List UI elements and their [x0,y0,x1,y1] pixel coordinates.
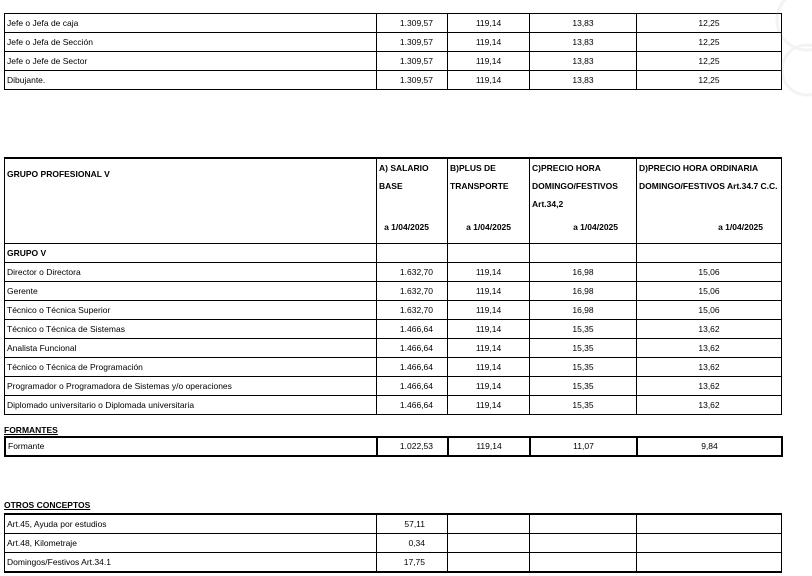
row-label: Formante [5,437,377,456]
row-label: Jefe o Jefe de Sector [5,52,377,71]
empty-cell [530,553,637,573]
row-label: Art.45, Ayuda por estudios [5,514,377,534]
row-label: Técnico o Técnica Superior [5,301,377,320]
table-row [5,301,782,320]
cell-a: 1.309,57 [377,14,448,33]
table-row [5,52,782,71]
row-label: Analista Funcional [5,339,377,358]
row-label: Programador o Programadora de Sistemas y/o operaciones [5,377,377,396]
cell-a: 1.022,53 [377,437,448,456]
cell-d: 15,06 [637,282,782,301]
row-label: Art.48, Kilometraje [5,534,377,553]
table-row [5,263,782,282]
cell-b: 119,14 [448,282,530,301]
header-plus-transporte: B)PLUS DE TRANSPORTE a 1/04/2025 [448,158,530,244]
cell-b: 119,14 [448,301,530,320]
cell-c: 13,83 [530,71,637,90]
cell-d: 13,62 [637,339,782,358]
cell-b: 119,14 [448,320,530,339]
cell-c: 15,35 [530,320,637,339]
empty-cell [448,553,530,573]
cell-d: 12,25 [637,71,782,90]
table-header-row [5,158,782,244]
cell-c: 15,35 [530,358,637,377]
cell-c: 16,98 [530,263,637,282]
header-salario-base: A) SALARIO BASE a 1/04/2025 [377,158,448,244]
cell-c: 13,83 [530,52,637,71]
formantes-heading: FORMANTES [4,425,58,435]
otros-conceptos-table [4,513,782,573]
cell-d: 12,25 [637,52,782,71]
empty-cell [637,553,782,573]
cell-c: 15,35 [530,396,637,415]
cell-a: 0,34 [377,534,448,553]
grupo-title: GRUPO PROFESIONAL V [5,158,377,244]
cell-b: 119,14 [448,358,530,377]
cell-d: 13,62 [637,396,782,415]
cell-d: 9,84 [637,437,782,456]
row-label: Dibujante. [5,71,377,90]
header-date: a 1/04/2025 [718,222,763,232]
grupo-profesional-v-table [4,157,782,415]
cell-b: 119,14 [448,33,530,52]
cell-a: 1.309,57 [377,52,448,71]
cell-b: 119,14 [448,263,530,282]
table-row [5,71,782,90]
cell-d: 15,06 [637,301,782,320]
empty-cell [448,514,530,534]
cell-b: 119,14 [448,14,530,33]
cell-b: 119,14 [448,339,530,358]
cell-d: 12,25 [637,33,782,52]
row-label: Técnico o Técnica de Sistemas [5,320,377,339]
group-label-row [5,244,782,263]
cell-b: 119,14 [448,396,530,415]
table-row [5,437,782,456]
empty-cell [637,534,782,553]
table-row [5,14,782,33]
cell-a: 1.309,57 [377,71,448,90]
cell-d: 15,06 [637,263,782,282]
salary-table-top [4,13,782,90]
row-label: Diplomado universitario o Diplomada universitaria [5,396,377,415]
table-row [5,514,782,534]
header-date: a 1/04/2025 [573,222,618,232]
table-row [5,358,782,377]
group-label: GRUPO V [5,244,377,263]
row-label: Director o Directora [5,263,377,282]
table-row [5,396,782,415]
table-row [5,377,782,396]
cell-d: 13,62 [637,320,782,339]
cell-c: 13,83 [530,14,637,33]
empty-cell [530,514,637,534]
row-label: Gerente [5,282,377,301]
cell-c: 15,35 [530,377,637,396]
row-label: Técnico o Técnica de Programación [5,358,377,377]
cell-a: 1.466,64 [377,339,448,358]
table-row [5,339,782,358]
cell-a: 1.466,64 [377,377,448,396]
empty-cell [637,514,782,534]
cell-c: 13,83 [530,33,637,52]
table-row [5,534,782,553]
cell-a: 17,75 [377,553,448,573]
row-label: Domingos/Festivos Art.34.1 [5,553,377,573]
cell-c: 16,98 [530,301,637,320]
cell-a: 1.632,70 [377,282,448,301]
header-date: a 1/04/2025 [466,222,511,232]
otros-conceptos-heading: OTROS CONCEPTOS [4,500,91,510]
cell-c: 15,35 [530,339,637,358]
cell-c: 16,98 [530,282,637,301]
cell-c: 11,07 [530,437,637,456]
cell-a: 1.466,64 [377,320,448,339]
table-row [5,33,782,52]
table-row [5,282,782,301]
cell-a: 1.632,70 [377,301,448,320]
cell-b: 119,14 [448,71,530,90]
cell-a: 57,11 [377,514,448,534]
cell-d: 13,62 [637,377,782,396]
header-date: a 1/04/2025 [384,222,429,232]
cell-b: 119,14 [448,377,530,396]
cell-a: 1.632,70 [377,263,448,282]
cell-b: 119,14 [448,52,530,71]
header-precio-hora-domingo: C)PRECIO HORA DOMINGO/FESTIVOS Art.34,2 a 1/04/2025 [530,158,637,244]
header-precio-hora-ordinaria: D)PRECIO HORA ORDINARIA DOMINGO/FESTIVOS Art.34.7 C.C. a 1/04/2025 [637,158,782,244]
empty-cell [448,534,530,553]
cell-a: 1.466,64 [377,396,448,415]
row-label: Jefe o Jefa de Sección [5,33,377,52]
formantes-table [4,436,783,457]
empty-cell [530,534,637,553]
cell-b: 119,14 [448,437,530,456]
cell-a: 1.466,64 [377,358,448,377]
cell-d: 12,25 [637,14,782,33]
table-row [5,553,782,573]
table-row [5,320,782,339]
row-label: Jefe o Jefa de caja [5,14,377,33]
cell-d: 13,62 [637,358,782,377]
cell-a: 1.309,57 [377,33,448,52]
